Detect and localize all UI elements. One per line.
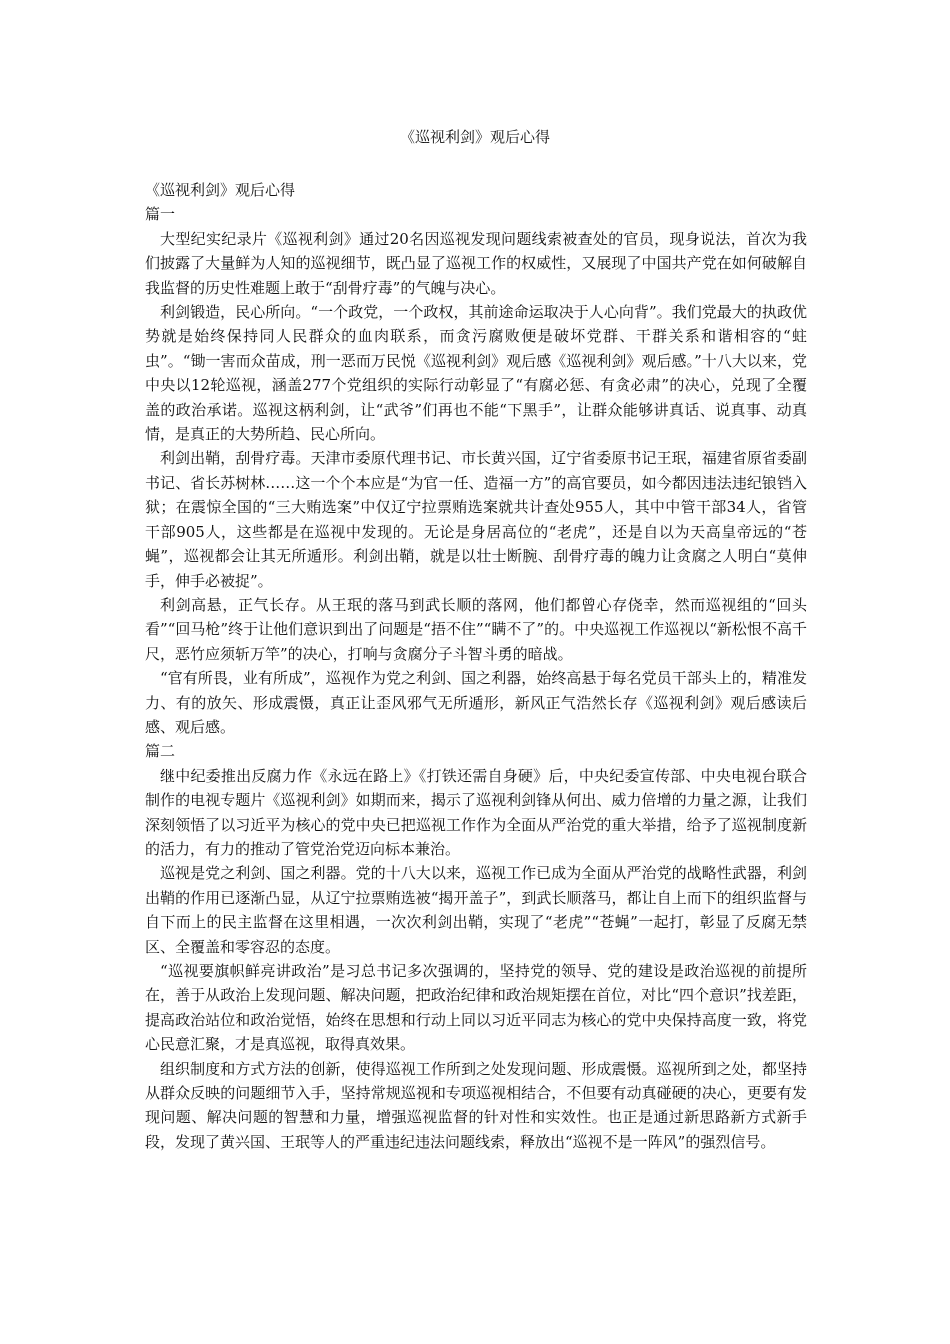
- section-heading-2: 篇二: [145, 742, 176, 761]
- paragraph: 利剑出鞘，刮骨疗毒。天津市委原代理书记、市长黄兴国，辽宁省委原书记王珉，福建省原省委副书记、省长苏树林……这一个个本应是“为官一任、造福一方”的高官要员，如今都因违法违纪锒铛入狱；在震惊全国的“三大贿选案”中仅辽宁拉票贿选案就共计查处955人，其中中管干部34人，省管干部905人，这些都是在巡视中发现的。无论是身居高位的“老虎”，还是自以为天高皇帝远的“苍蝇”，巡视都会让其无所遁形。利剑出鞘，就是以壮士断腕、刮骨疗毒的魄力让贪腐之人明白“莫伸手，伸手必被捉”。: [145, 449, 807, 590]
- section-heading-1: 篇一: [145, 205, 176, 224]
- paragraph: 利剑锻造，民心所向。“一个政党，一个政权，其前途命运取决于人心向背”。我们党最大的执政优势就是始终保持同人民群众的血肉联系，而贪污腐败便是破坏党群、干群关系和谐相容的“蛀虫”。“锄一害而众苗成，刑一恶而万民悦《巡视利剑》观后感《巡视利剑》观后感。”十八大以来，党中央以12轮巡视，涵盖277个党组织的实际行动彰显了“有腐必惩、有贪必肃”的决心，兑现了全覆盖的政治承诺。巡视这柄利剑，让“武爷”们再也不能“下黑手”，让群众能够讲真话、说真事、动真情，是真正的大势所趋、民心所向。: [145, 303, 807, 444]
- document-subtitle: 《巡视利剑》观后心得: [145, 181, 296, 199]
- paragraph: 继中纪委推出反腐力作《永远在路上》《打铁还需自身硬》后，中央纪委宣传部、中央电视台联合制作的电视专题片《巡视利剑》如期而来，揭示了巡视利剑锋从何出、威力倍增的力量之源，让我们深刻领悟了以习近平为核心的党中央已把巡视工作作为全面从严治党的重大举措，给予了巡视制度新的活力，有力的推动了管党治党迈向标本兼治。: [145, 766, 807, 858]
- paragraph: 利剑高悬，正气长存。从王珉的落马到武长顺的落网，他们都曾心存侥幸，然而巡视组的“回头看”“回马枪”终于让他们意识到出了问题是“捂不住”“瞒不了”的。中央巡视工作巡视以“新松恨不高千尺，恶竹应须斩万竿”的决心，打响与贪腐分子斗智斗勇的暗战。: [145, 595, 807, 663]
- paragraph: “官有所畏，业有所成”，巡视作为党之利剑、国之利器，始终高悬于每名党员干部头上的，精准发力、有的放矢、形成震慑，真正让歪风邪气无所遁形，新风正气浩然长存《巡视利剑》观后感读后感、观后感。: [145, 669, 807, 736]
- paragraph: “巡视要旗帜鲜亮讲政治”是习总书记多次强调的，坚持党的领导、党的建设是政治巡视的前提所在，善于从政治上发现问题、解决问题，把政治纪律和政治规矩摆在首位，对比“四个意识”找差距，提高政治站位和政治觉悟，始终在思想和行动上同以习近平同志为核心的党中央保持高度一致，将党心民意汇聚，才是真巡视，取得真效果。: [145, 962, 807, 1054]
- paragraph: 组织制度和方式方法的创新，使得巡视工作所到之处发现问题、形成震慑。巡视所到之处，都坚持从群众反映的问题细节入手，坚持常规巡视和专项巡视相结合，不但要有动真碰硬的决心，更要有发现问题、解决问题的智慧和力量，增强巡视监督的针对性和实效性。也正是通过新思路新方式新手段，发现了黄兴国、王珉等人的严重违纪违法问题线索，释放出“巡视不是一阵风”的强烈信号。: [145, 1059, 807, 1151]
- paragraph: 大型纪实纪录片《巡视利剑》通过20名因巡视发现问题线索被查处的官员，现身说法，首次为我们披露了大量鲜为人知的巡视细节，既凸显了巡视工作的权威性，又展现了中国共产党在如何破解自我监督的历史性难题上敢于“刮骨疗毒”的气魄与决心。: [145, 229, 807, 297]
- paragraph: 巡视是党之利剑、国之利器。党的十八大以来，巡视工作已成为全面从严治党的战略性武器，利剑出鞘的作用已逐渐凸显，从辽宁拉票贿选被“揭开盖子”，到武长顺落马，都让自上而下的组织监督与自下而上的民主监督在这里相遇，一次次利剑出鞘，实现了“老虎”“苍蝇”一起打，彰显了反腐无禁区、全覆盖和零容忍的态度。: [145, 864, 807, 956]
- document-title: 《巡视利剑》观后心得: [399, 128, 550, 146]
- document-body: [145, 178, 807, 1154]
